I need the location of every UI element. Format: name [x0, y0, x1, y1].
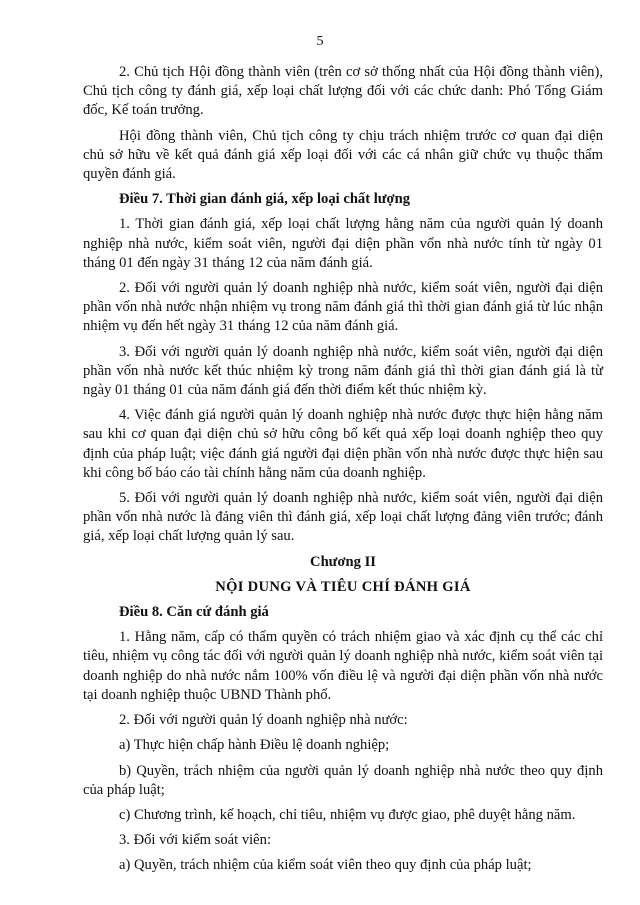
paragraph: 5. Đối với người quản lý doanh nghiệp nhà nước, kiểm soát viên, người đại diện phần vốn nhà nước là đảng viên thì đánh giá, xếp loại chất lượng đảng viên trước; đánh giá, xếp loại chất lượng quản lý sau.	[83, 490, 603, 545]
paragraph: 2. Đối với người quản lý doanh nghiệp nhà nước:	[119, 712, 408, 729]
paragraph: 4. Việc đánh giá người quản lý doanh nghiệp nhà nước được thực hiện hằng năm sau khi cơ quan đại diện chủ sở hữu công bố kết quả xếp loại doanh nghiệp theo quy định của pháp luật; việc đánh giá người đại diện phần vốn nhà nước được thực hiện sau khi công bố báo cáo tài chính hằng năm của doanh nghiệp.	[83, 407, 603, 481]
paragraph: b) Quyền, trách nhiệm của người quản lý doanh nghiệp nhà nước theo quy định của pháp luật;	[83, 762, 603, 798]
paragraph: a) Quyền, trách nhiệm của kiểm soát viên theo quy định của pháp luật;	[119, 857, 532, 874]
paragraph: 2. Đối với người quản lý doanh nghiệp nhà nước, kiểm soát viên, người đại diện phần vốn nhà nước nhận nhiệm vụ trong năm đánh giá thì thời gian đánh giá từ lúc nhận nhiệm vụ đến hết ngày 31 tháng 12 của năm đánh giá.	[83, 280, 603, 335]
paragraph: a) Thực hiện chấp hành Điều lệ doanh nghiệp;	[119, 737, 390, 754]
page-number: 5	[316, 34, 324, 49]
article-heading: Điều 8. Căn cứ đánh giá	[119, 604, 269, 621]
paragraph: c) Chương trình, kế hoạch, chỉ tiêu, nhiệm vụ được giao, phê duyệt hằng năm.	[119, 806, 576, 823]
chapter-heading: Chương II	[310, 553, 376, 570]
paragraph: 1. Hằng năm, cấp có thẩm quyền có trách nhiệm giao và xác định cụ thể các chỉ tiêu, nhiệm vụ công tác đối với người quản lý doanh nghiệp nhà nước, kiểm soát viên tại doanh nghiệp do nhà nước nắm 100% vốn điều lệ và người đại diện phần vốn nhà nước tại doanh nghiệp thuộc UBND Thành phố.	[83, 629, 603, 703]
article-heading: Điều 7. Thời gian đánh giá, xếp loại chất lượng	[119, 191, 411, 208]
paragraph: 3. Đối với kiểm soát viên:	[119, 832, 272, 849]
chapter-title: NỘI DUNG VÀ TIÊU CHÍ ĐÁNH GIÁ	[215, 578, 471, 595]
paragraph: 2. Chủ tịch Hội đồng thành viên (trên cơ sở thống nhất của Hội đồng thành viên), Chủ tịch công ty đánh giá, xếp loại chất lượng đối với các chức danh: Phó Tổng Giám đốc, Kế toán trưởng.	[83, 64, 603, 119]
paragraph: 3. Đối với người quản lý doanh nghiệp nhà nước, kiểm soát viên, người đại diện phần vốn nhà nước kết thúc nhiệm kỳ trong năm đánh giá thì thời gian đánh giá là từ ngày 01 tháng 01 của năm đánh giá đến thời điểm kết thúc nhiệm kỳ.	[83, 343, 603, 399]
paragraph: Hội đồng thành viên, Chủ tịch công ty chịu trách nhiệm trước cơ quan đại diện chủ sở hữu về kết quả đánh giá xếp loại đối với các cá nhân giữ chức vụ thuộc thẩm quyền đánh giá.	[83, 127, 603, 183]
document-body	[83, 63, 603, 882]
paragraph: 1. Thời gian đánh giá, xếp loại chất lượng hằng năm của người quản lý doanh nghiệp nhà nước, kiểm soát viên, người đại diện phần vốn nhà nước tính từ ngày 01 tháng 01 đến ngày 31 tháng 12 của năm đánh giá.	[83, 216, 603, 271]
